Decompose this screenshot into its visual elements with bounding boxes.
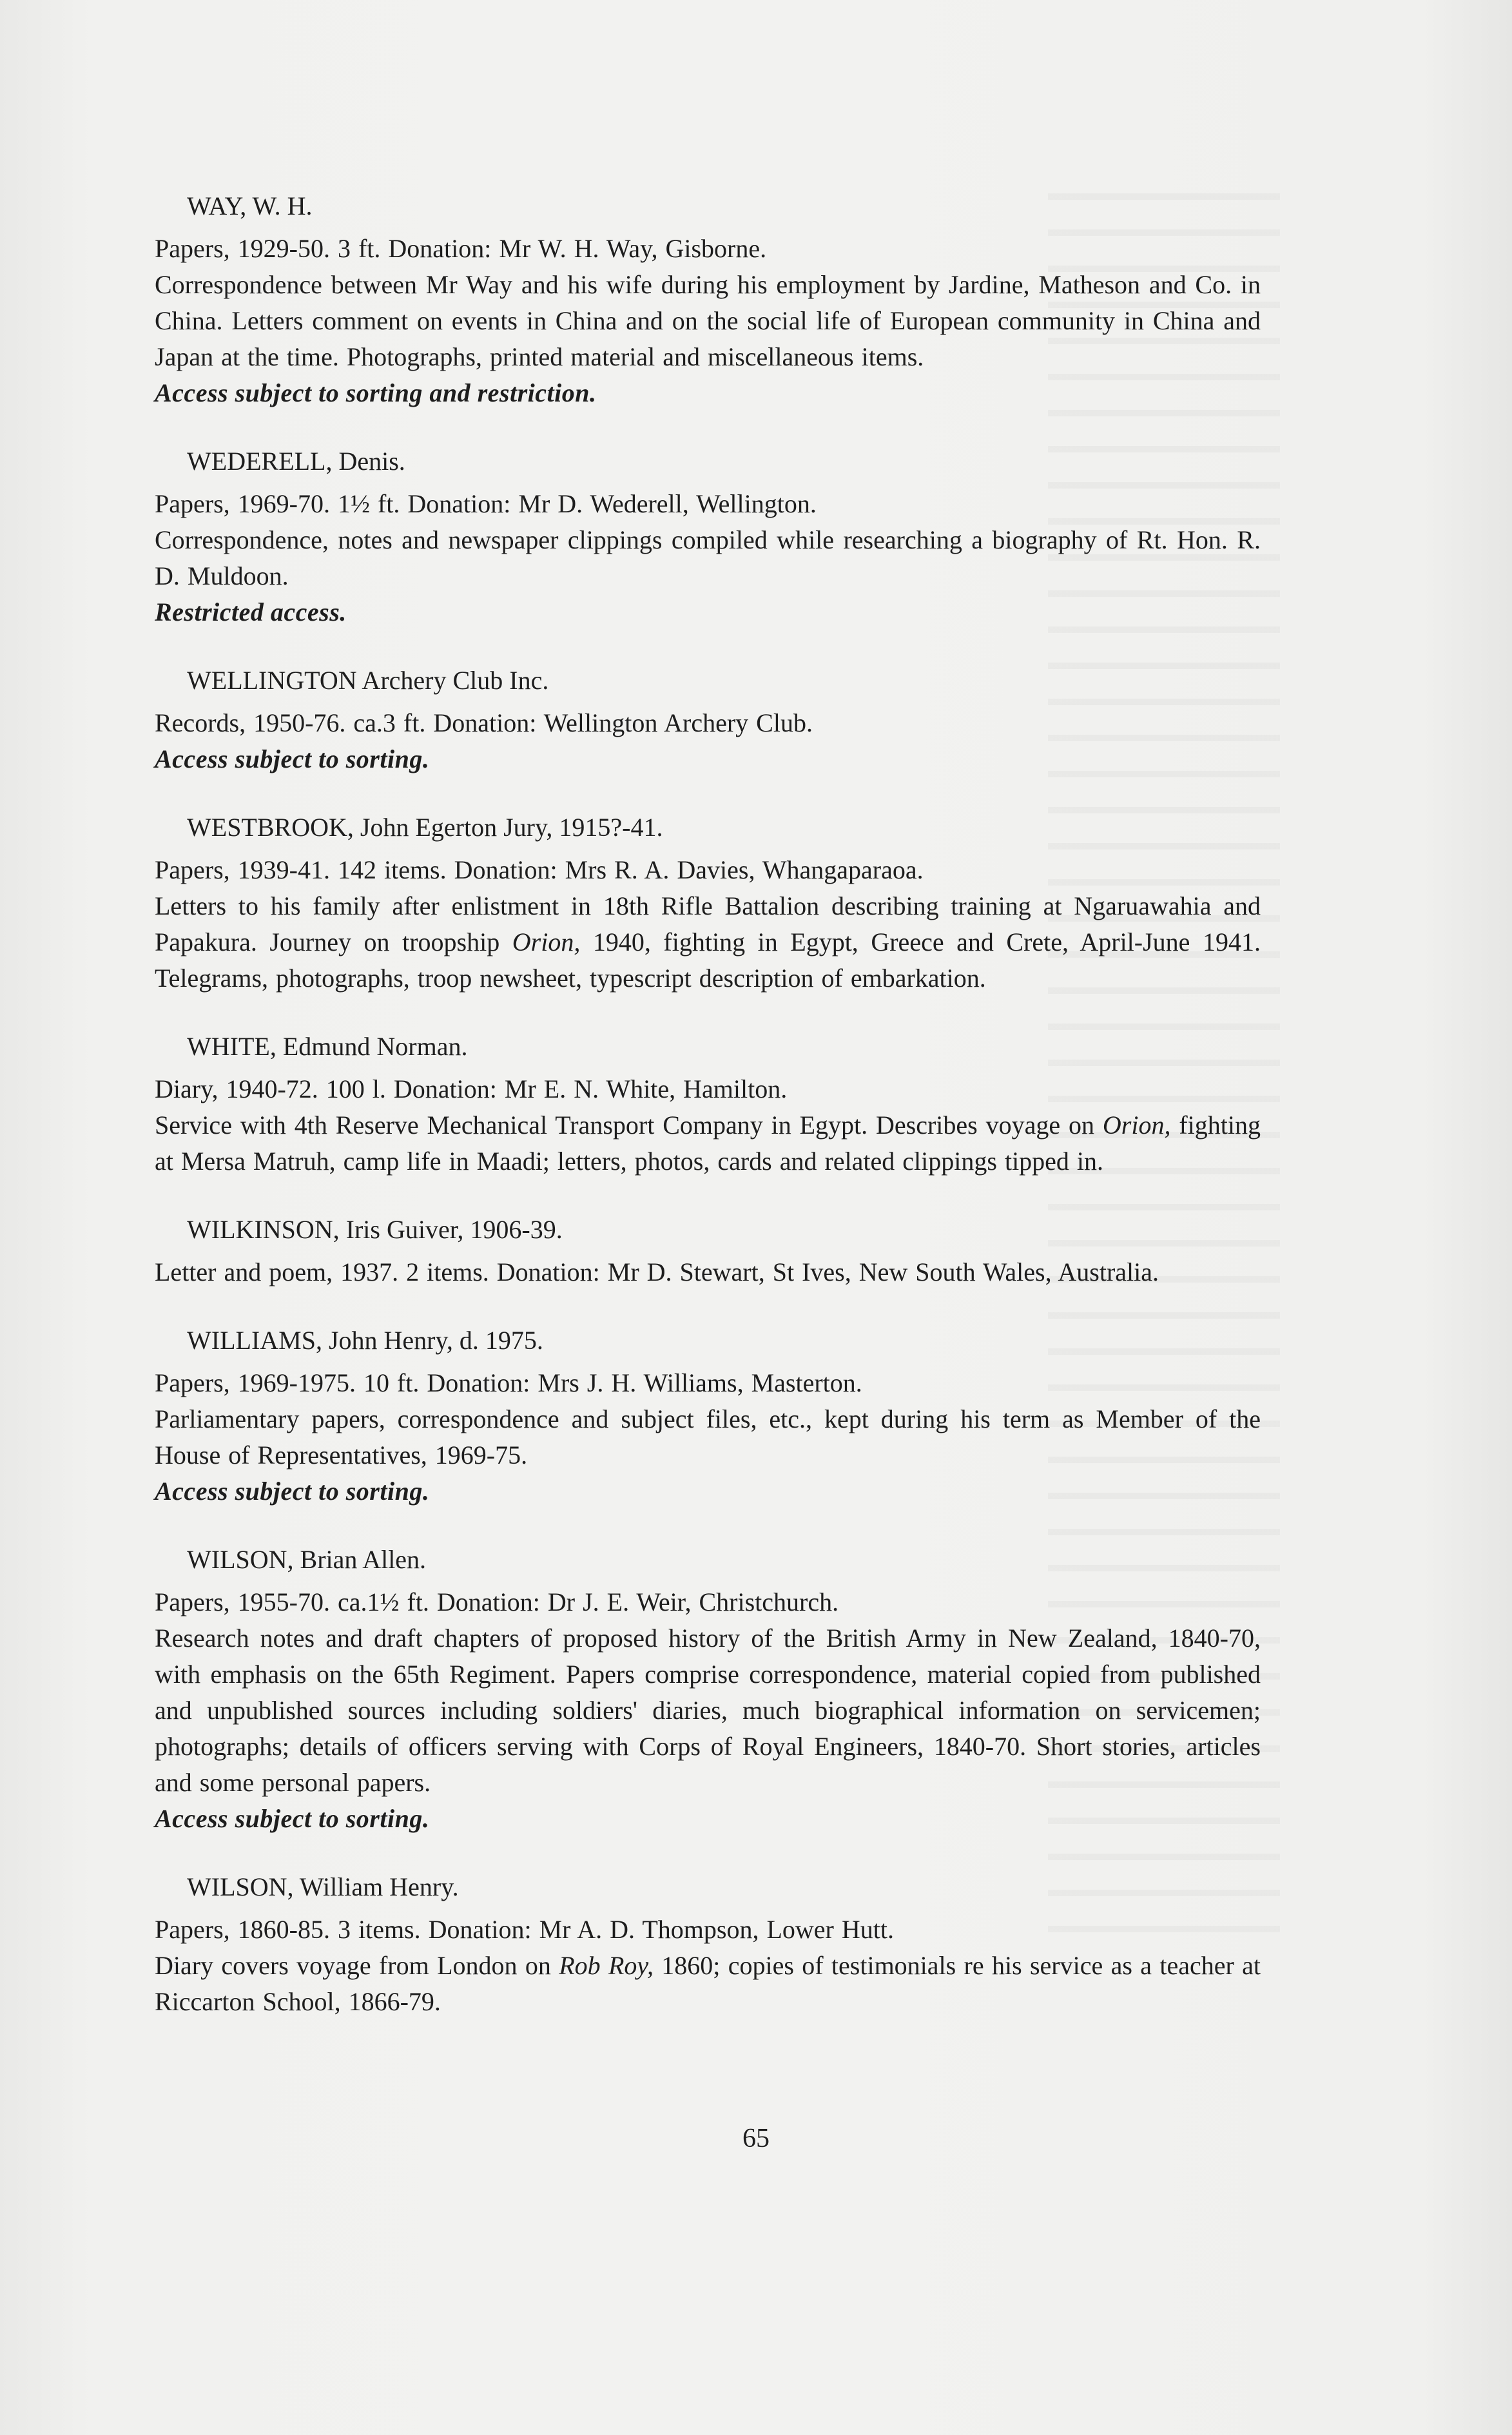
entry-access-note: Restricted access. [155, 597, 347, 626]
entry-heading: WEDERELL, Denis. [187, 447, 405, 476]
entry-description: Service with 4th Reserve Mechanical Transport Company in Egypt. Describes voyage on Orion, fighting at Mersa Matruh, camp life in Maadi; letters, photos, cards and related clippings tipped in. [155, 1111, 1261, 1176]
entry-holdings: Letter and poem, 1937. 2 items. Donation: Mr D. Stewart, St Ives, New South Wales, Australia. [155, 1257, 1159, 1286]
entry-holdings: Papers, 1969-1975. 10 ft. Donation: Mrs J. H. Williams, Masterton. [155, 1368, 862, 1397]
entry-holdings: Records, 1950-76. ca.3 ft. Donation: Wellington Archery Club. [155, 708, 813, 737]
entry-heading: WELLINGTON Archery Club Inc. [187, 666, 549, 695]
entry-description: Correspondence, notes and newspaper clippings compiled while researching a biography of Rt. Hon. R. D. Muldoon. [155, 525, 1261, 590]
entry-heading: WILSON, William Henry. [187, 1872, 459, 1901]
entry-access-note: Access subject to sorting. [155, 1804, 430, 1833]
entry-description: Research notes and draft chapters of proposed history of the British Army in New Zealand, 1840-70, with emphasis on the 65th Regiment. Papers comprise correspondence, material copied from published and unpublished sources including soldiers' diaries, much biographical information on servicemen; photographs; details of officers serving with Corps of Royal Engineers, 1840-70. Short stories, articles and some personal papers. [155, 1624, 1261, 1797]
page-number: 65 [742, 2124, 770, 2153]
entry-heading: WHITE, Edmund Norman. [187, 1032, 468, 1061]
entry-holdings: Papers, 1939-41. 142 items. Donation: Mrs R. A. Davies, Whangaparaoa. [155, 855, 924, 884]
entry-williams [155, 1323, 1261, 1509]
entry-wellington-archery [155, 663, 1261, 777]
entry-wederell [155, 443, 1261, 630]
entry-holdings: Papers, 1860-85. 3 items. Donation: Mr A. D. Thompson, Lower Hutt. [155, 1915, 894, 1944]
entry-heading: WILLIAMS, John Henry, d. 1975. [187, 1326, 543, 1355]
entry-wilson-brian [155, 1542, 1261, 1837]
entry-heading: WILSON, Brian Allen. [187, 1545, 427, 1574]
entry-holdings: Diary, 1940-72. 100 l. Donation: Mr E. N. White, Hamilton. [155, 1074, 788, 1103]
entry-description: Diary covers voyage from London on Rob Roy, 1860; copies of testimonials re his service as a teacher at Riccarton School, 1866-79. [155, 1951, 1261, 2016]
entry-holdings: Papers, 1929-50. 3 ft. Donation: Mr W. H. Way, Gisborne. [155, 234, 767, 263]
entry-holdings: Papers, 1969-70. 1½ ft. Donation: Mr D. Wederell, Wellington. [155, 489, 817, 518]
entry-access-note: Access subject to sorting. [155, 744, 430, 773]
entry-description: Correspondence between Mr Way and his wife during his employment by Jardine, Matheson and Co. in China. Letters comment on events in China and on the social life of European community in China and Japan at the time. Photographs, printed material and miscellaneous items. [155, 270, 1261, 371]
entry-list [155, 188, 1261, 2052]
entry-wilson-william [155, 1869, 1261, 2020]
entry-heading: WILKINSON, Iris Guiver, 1906-39. [187, 1215, 563, 1244]
entry-description: Letters to his family after enlistment in 18th Rifle Battalion describing training at Ngaruawahia and Papakura. Journey on troopship Orion, 1940, fighting in Egypt, Greece and Crete, April-June 1941. Telegrams, photographs, troop newsheet, typescript description of embarkation. [155, 891, 1261, 993]
entry-wilkinson [155, 1212, 1261, 1290]
entry-white [155, 1029, 1261, 1179]
entry-description: Parliamentary papers, correspondence and subject files, etc., kept during his term as Member of the House of Representatives, 1969-75. [155, 1404, 1261, 1470]
entry-way [155, 188, 1261, 411]
entry-heading: WAY, W. H. [187, 191, 313, 220]
entry-access-note: Access subject to sorting. [155, 1477, 430, 1506]
entry-westbrook [155, 810, 1261, 996]
entry-access-note: Access subject to sorting and restriction. [155, 378, 597, 407]
entry-holdings: Papers, 1955-70. ca.1½ ft. Donation: Dr J. E. Weir, Christchurch. [155, 1587, 839, 1616]
entry-heading: WESTBROOK, John Egerton Jury, 1915?-41. [187, 813, 663, 842]
